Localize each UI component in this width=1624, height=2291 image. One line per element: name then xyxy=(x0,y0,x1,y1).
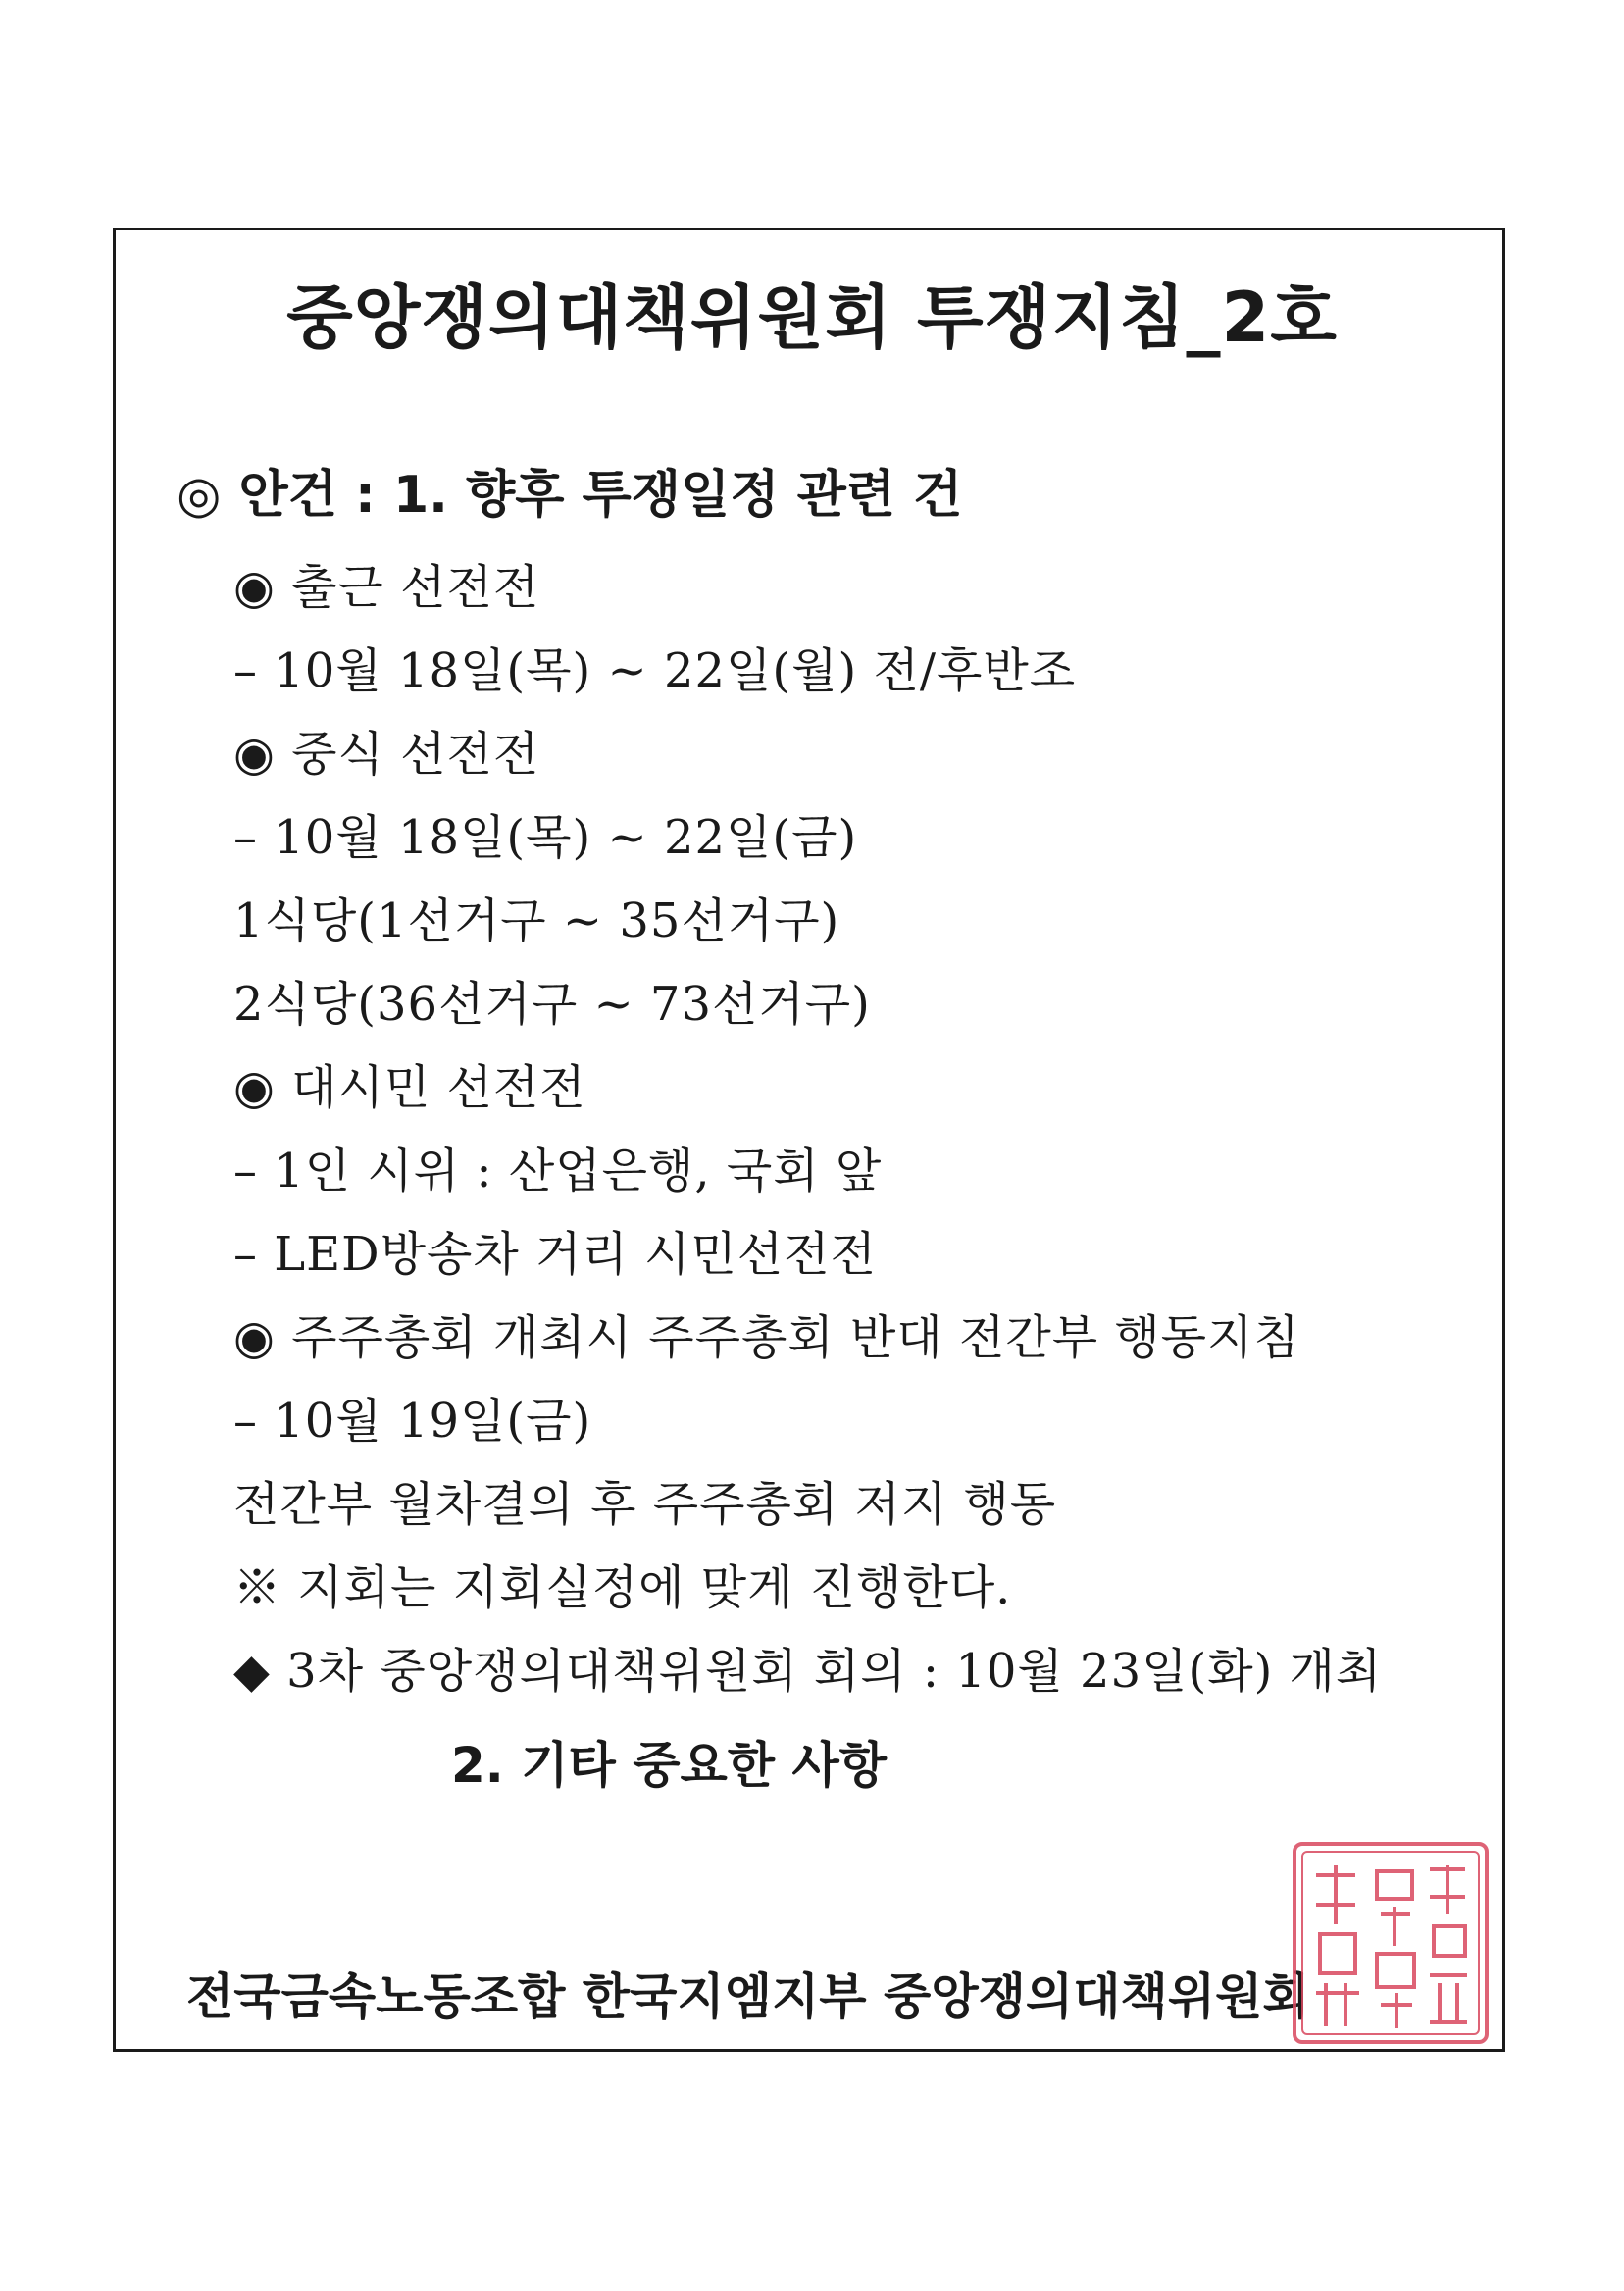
official-seal-stamp xyxy=(1287,1836,1495,2050)
lunch-campaign-dates: – 10월 18일(목) ~ 22일(금) xyxy=(233,810,858,865)
cafeteria-2-line: 2식당(36선거구 ~ 73선거구) xyxy=(233,977,871,1032)
next-meeting-line: ◆ 3차 중앙쟁의대책위원회 회의 : 10월 23일(화) 개최 xyxy=(233,1644,1383,1699)
section-public-campaign: ◉ 대시민 선전전 xyxy=(233,1060,586,1115)
branch-note-line: ※ 지회는 지회실정에 맞게 진행한다. xyxy=(233,1560,1012,1615)
other-matters-heading: 2. 기타 중요한 사항 xyxy=(451,1737,888,1794)
section-lunch-campaign: ◉ 중식 선전전 xyxy=(233,727,540,782)
agenda-heading: ◎ 안건 : 1. 향후 투쟁일정 관련 건 xyxy=(177,466,963,525)
section-commute-campaign: ◉ 출근 선전전 xyxy=(233,560,540,615)
led-vehicle-line: – LED방송차 거리 시민선전전 xyxy=(233,1227,877,1282)
cafeteria-1-line: 1식당(1선거구 ~ 35선거구) xyxy=(233,893,840,948)
issuer-name: 전국금속노동조합 한국지엠지부 중앙쟁의대책위원회 xyxy=(186,1968,1310,2025)
shareholder-action-line: 전간부 월차결의 후 주주총회 저지 행동 xyxy=(233,1477,1057,1532)
commute-campaign-dates: – 10월 18일(목) ~ 22일(월) 전/후반조 xyxy=(233,643,1077,698)
one-person-protest-line: – 1인 시위 : 산업은행, 국회 앞 xyxy=(233,1144,883,1198)
shareholder-meeting-date: – 10월 19일(금) xyxy=(233,1394,592,1449)
document-title: 중앙쟁의대책위원회 투쟁지침_2호 xyxy=(286,278,1338,358)
section-shareholder-meeting: ◉ 주주총회 개최시 주주총회 반대 전간부 행동지침 xyxy=(233,1310,1300,1365)
